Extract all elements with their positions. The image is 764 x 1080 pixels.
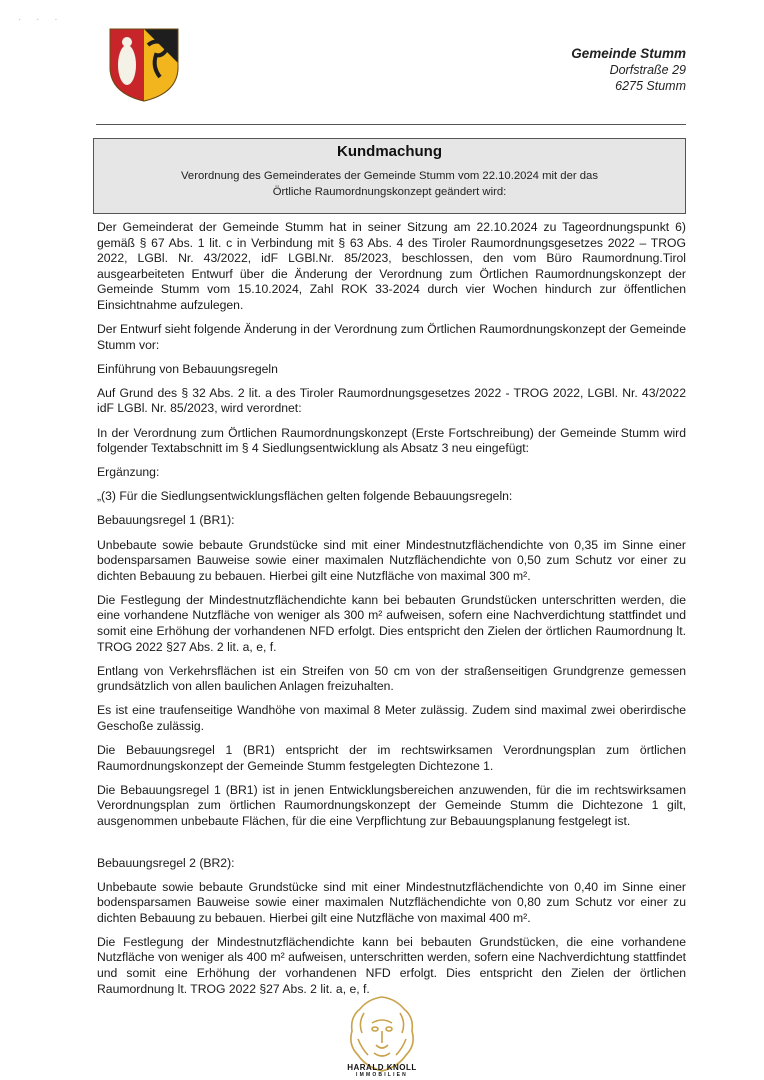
- notice-subtitle-line-1: Verordnung des Gemeinderates der Gemeinde Stumm vom 22.10.2024 mit der das: [181, 170, 598, 182]
- brand-subline: IMMOBILIEN: [356, 1072, 408, 1078]
- paragraph: Die Bebauungsregel 1 (BR1) entspricht der im rechtswirksamen Verordnungsplan zum örtlichen Raumordnungskonzept der Gemeinde Stumm festgelegten Dichtezone 1.: [97, 743, 686, 773]
- paragraph: Es ist eine traufenseitige Wandhöhe von maximal 8 Meter zulässig. Zudem sind maximal zwei oberirdische Geschoße zulässig.: [97, 703, 686, 733]
- paragraph: Die Festlegung der Mindestnutzflächendichte kann bei bebauten Grundstücken, die eine vorhandene Nutzfläche von weniger als 400 m² aufweisen, unterschritten werden, sofern eine Nachverdichtung stattfindet und somit eine Erhöhung der vorhandenen NFD erfolgt. Dies entspricht den Zielen der örtlichen Raumordnung lt. TROG 2022 §27 Abs. 2 lit. a, e, f.: [97, 934, 686, 996]
- city-address: 6275 Stumm: [615, 79, 686, 93]
- section-heading-br2: Bebauungsregel 2 (BR2):: [97, 855, 235, 870]
- notice-subtitle-line-2: Örtliche Raumordnungskonzept geändert wird:: [272, 186, 507, 198]
- paragraph: Die Bebauungsregel 1 (BR1) ist in jenen Entwicklungsbereichen anzuwenden, für die im rechtswirksamen Verordnungsplan zum örtlichen Raumordnungskonzept der Gemeinde Stumm die Dichtezone 1 gilt, ausgenommen unbebaute Flächen, für die eine Verpflichtung zur Bebauungsplanung festgelegt ist.: [97, 782, 686, 828]
- brand-name: HARALD KNOLL: [347, 1063, 417, 1072]
- paragraph: Der Entwurf sieht folgende Änderung in der Verordnung zum Örtlichen Raumordnungskonzept der Gemeinde Stumm vor:: [97, 322, 686, 352]
- paragraph: Der Gemeinderat der Gemeinde Stumm hat in seiner Sitzung am 22.10.2024 zu Tageordnungspunkt 6) gemäß § 67 Abs. 1 lit. c in Verbindung mit § 63 Abs. 4 des Tiroler Raumordnungsgesetzes 2022 – TROG 2022, LGBl. Nr. 43/2022, idF LGBl.Nr. 85/2023, beschlossen, den vom Büro Raumordnung.Tirol ausgearbeiteten Entwurf über die Änderung der Verordnung zum Örtlichen Raumordnungskonzept der Gemeinde Stumm vom 15.10.2024, Zahl ROK 33-2024 durch vier Wochen hindurch zur öffentlichen Einsichtnahme aufzulegen.: [97, 220, 686, 312]
- coat-of-arms-icon: [108, 27, 180, 103]
- paragraph: Unbebaute sowie bebaute Grundstücke sind mit einer Mindestnutzflächendichte von 0,35 im Sinne einer bodensparsamen Bauweise sowie einer maximalen Nutzflächendichte von 0,50 zum Schutz vor einer zu dichten Bebauung zu bebauen. Hierbei gilt eine Nutzfläche von maximal 300 m².: [97, 537, 686, 583]
- paragraph: Entlang von Verkehrsflächen ist ein Streifen von 50 cm von der straßenseitigen Grundgrenze gemessen grundsätzlich von allen baulichen Anlagen freizuhalten.: [97, 663, 686, 694]
- brand-wordmark: [330, 1064, 434, 1078]
- paragraph: In der Verordnung zum Örtlichen Raumordnungskonzept (Erste Fortschreibung) der Gemeinde Stumm wird folgender Textabschnitt im § 4 Siedlungsentwicklung als Absatz 3 neu eingefügt:: [97, 425, 686, 456]
- paragraph: Auf Grund des § 32 Abs. 2 lit. a des Tiroler Raumordnungsgesetzes 2022 - TROG 2022, LGBl. Nr. 43/2022 idF LGBl. Nr. 85/2023, wird verordnet:: [97, 385, 686, 416]
- paragraph: „(3) Für die Siedlungsentwicklungsflächen gelten folgende Bebauungsregeln:: [97, 489, 513, 504]
- document-body: [97, 220, 686, 1006]
- section-heading-br1: Bebauungsregel 1 (BR1):: [97, 513, 235, 528]
- municipality-name: Gemeinde Stumm: [571, 46, 686, 61]
- notice-title: Kundmachung: [337, 143, 442, 160]
- paragraph: Ergänzung:: [97, 465, 160, 480]
- paragraph: Unbebaute sowie bebaute Grundstücke sind mit einer Mindestnutzflächendichte von 0,40 im Sinne einer bodensparsamen Bauweise sowie einer maximalen Nutzflächendichte von 0,80 zum Schutz vor einer zu dichten Bebauung zu bebauen. Hierbei gilt eine Nutzfläche von maximal 400 m².: [97, 879, 686, 925]
- margin-marks: · · ·: [18, 14, 64, 25]
- paragraph: Die Festlegung der Mindestnutzflächendichte kann bei bebauten Grundstücken unterschritten werden, die eine vorhandene Nutzfläche von weniger als 300 m² aufweisen, sofern eine Nachverdichtung stattfindet und somit eine Erhöhung der vorhandenen NFD erfolgt. Dies entspricht den Zielen der örtlichen Raumordnung lt. TROG 2022 §27 Abs. 2 lit. a, e, f.: [97, 592, 686, 654]
- street-address: Dorfstraße 29: [609, 63, 686, 77]
- header-divider: [96, 124, 686, 125]
- notice-title-box: [93, 138, 686, 214]
- paragraph: Einführung von Bebauungsregeln: [97, 361, 278, 376]
- notice-subtitle: [94, 168, 685, 200]
- municipality-address: [571, 46, 686, 94]
